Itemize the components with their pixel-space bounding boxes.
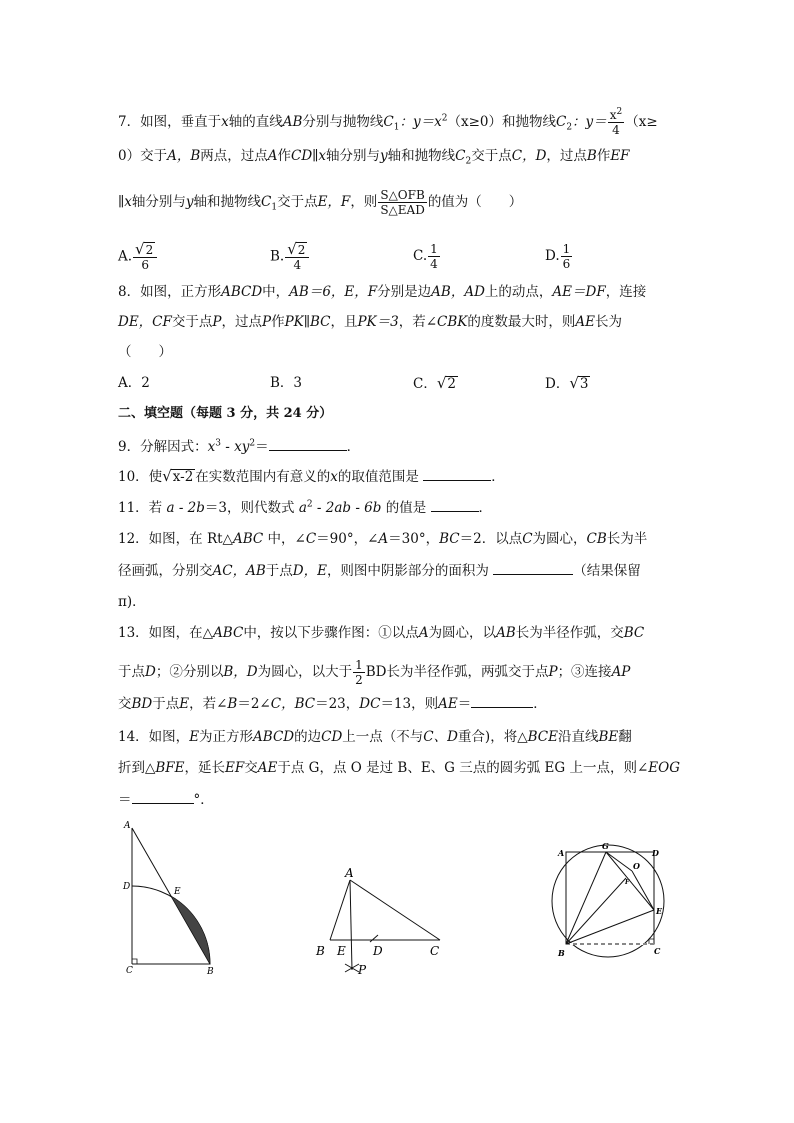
label-a: A	[345, 866, 354, 880]
label-d: D	[123, 882, 131, 892]
shaded-region	[171, 896, 210, 964]
q13-line2: 于点D；②分别以B，D为圆心，以大于 $\frac{1}{2}$ BD长为半径作弧，两弧交于点P；③连接AP	[118, 658, 631, 687]
label-b: B	[558, 948, 565, 958]
q7-area-ratio: $\frac{\text{S△OFB}}{\text{S△EAD}}$	[380, 188, 425, 217]
q8-option-c: C．√2	[413, 374, 456, 392]
label-d: D	[652, 848, 659, 858]
q12-answer-blank[interactable]	[493, 560, 573, 575]
label-g: G	[602, 841, 609, 851]
q13-line1: 13．如图，在△ABC中，按以下步骤作图：①以点A为圆心，以AB长为半径作弧，交BC	[118, 625, 645, 641]
q14-line1: 14．如图，E为正方形ABCD的边CD上一点（不与C、D重合)，将△BCE沿直线BE翻	[118, 729, 632, 745]
q7-line3: ∥x轴分别与y轴和抛物线$C_1$交于点E，F，则 $\frac{\text{S△OFB}}{\text{S△EAD}}$ 的值为（ ）	[118, 188, 523, 217]
figure-q12-quarter-arc	[118, 818, 228, 978]
q7-line1: 7．如图，垂直于x轴的直线AB分别与抛物线$C_1$：$y=x^2(x\ge 0)$和抛物线$C_2$：y＝ $\frac{x^2}{4}$ （x≥	[118, 107, 658, 137]
q13-half-fraction: $\frac{1}{2}$	[355, 658, 363, 687]
figure-q14-square-circle	[548, 838, 670, 960]
right-angle-mark	[132, 959, 137, 964]
q13-line3: 交BD于点E，若∠B＝2∠C，BC＝23，DC＝13，则AE＝ ．	[118, 693, 547, 714]
segment-ac	[350, 880, 440, 940]
q7-option-a: A. $\frac{√2}{6}$	[118, 242, 158, 272]
q7-option-c: C. $\frac{1}{4}$	[413, 242, 438, 271]
figure-q13-triangle	[312, 858, 452, 978]
q14-line2: 折到△BFE，延长EF交AE于点 G，点 O 是过 B、E、G 三点的圆劣弧 EG 上一点，则∠EOG	[118, 760, 681, 776]
q8-option-b: B．3	[270, 375, 303, 391]
q12-line1: 12．如图，在 Rt△ABC 中，∠C＝90°，∠A＝30°，BC＝2．以点C为圆心，CB长为半	[118, 531, 648, 547]
label-b: B	[316, 944, 325, 958]
q11: 11．若 a - 2b＝3，则代数式 $a^2 - 2ab - 6b$ 的值是 ．	[118, 497, 492, 518]
section-2-heading: 二、填空题（每题 3 分，共 24 分）	[118, 406, 333, 421]
label-c: C	[654, 946, 661, 956]
segment-bg	[566, 852, 606, 944]
q8-option-a: A．2	[118, 375, 150, 391]
arc-mark-d	[370, 935, 378, 942]
segment-ab	[330, 880, 350, 940]
label-c: C	[430, 944, 440, 958]
label-c: C	[126, 966, 133, 976]
q12-line3: π)．	[118, 594, 146, 610]
q7-option-d: D. $\frac{1}{6}$	[545, 242, 571, 271]
q13-answer-blank[interactable]	[471, 693, 533, 708]
q10: 10．使√x-2 在实数范围内有意义的x的取值范围是 ．	[118, 467, 505, 485]
q11-answer-blank[interactable]	[431, 497, 479, 512]
q9: 9．分解因式：$x^3 - xy^2=$ ．	[118, 436, 360, 457]
label-o: O	[633, 861, 640, 871]
segment-ap	[350, 880, 352, 970]
q7-line2: 0）交于A，B两点，过点A作CD∥x轴分别与y轴和抛物线$C_2$交于点C，D，过点B作EF	[118, 148, 630, 167]
q8-line2: DE，CF交于点P，过点P作PK∥BC，且PK＝3，若∠CBK的度数最大时，则AE长为	[118, 314, 622, 330]
label-d: D	[373, 944, 383, 958]
q9-answer-blank[interactable]	[269, 436, 347, 451]
label-f: F	[625, 879, 630, 886]
q14-answer-blank[interactable]	[132, 789, 194, 804]
label-b: B	[207, 967, 214, 977]
label-e: E	[337, 944, 346, 958]
label-e: E	[656, 906, 663, 916]
q12-line2: 径画弧，分别交AC，AB于点D，E，则图中阴影部分的面积为 （结果保留	[118, 560, 641, 581]
q14-line3: ＝ °．	[118, 789, 214, 810]
q8-line1: 8．如图，正方形ABCD中，AB＝6，E，F分别是边AB，AD上的动点，AE＝DF，连接	[118, 284, 647, 300]
q10-answer-blank[interactable]	[423, 466, 491, 481]
segment-bf	[566, 878, 626, 944]
q8-option-d: D．√3	[545, 374, 589, 392]
q7-parabola-fraction: $\frac{x^2}{4}$	[609, 107, 623, 137]
label-a: A	[124, 821, 131, 831]
label-a: A	[558, 848, 565, 858]
label-p: P	[358, 963, 367, 977]
q7-option-b: B. $\frac{√2}{4}$	[270, 242, 310, 272]
q8-line3: （ ）	[118, 344, 172, 360]
segment-be	[566, 910, 654, 944]
segment-oe	[632, 871, 654, 910]
label-e: E	[174, 887, 181, 897]
